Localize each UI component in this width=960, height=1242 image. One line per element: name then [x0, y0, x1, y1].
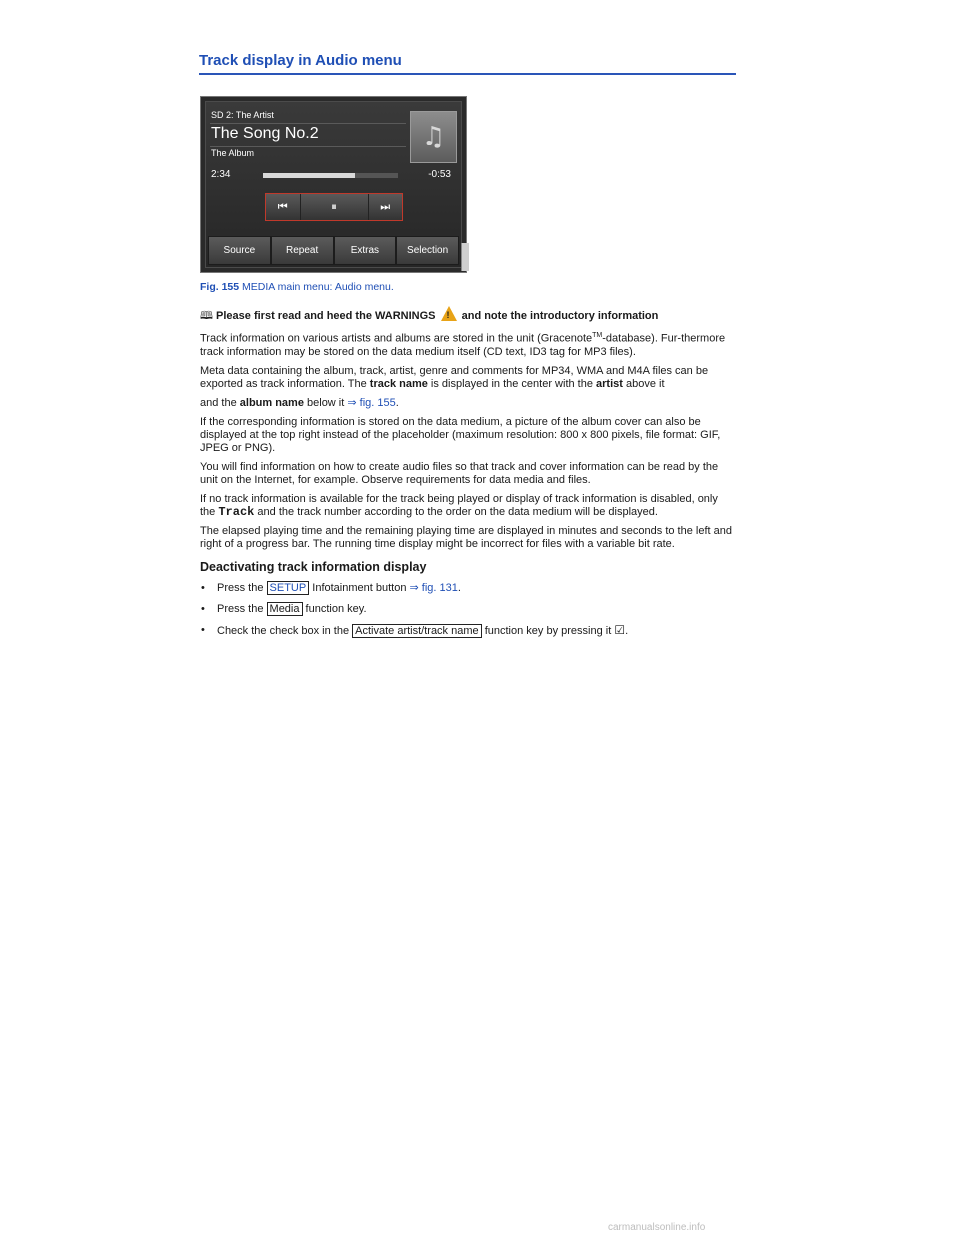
source-label: SD 2: The Artist: [211, 110, 274, 120]
checkbox-checked-icon: ☑: [614, 622, 626, 637]
album-name: The Album: [211, 148, 255, 158]
body-content: [200, 306, 736, 646]
selection-key[interactable]: Selection: [396, 236, 459, 265]
paragraph: If no track information is available for the track being played or display of track information is disabled, only the Track and the track number according to the order on the data medium will be displayed.: [200, 492, 718, 519]
next-track-icon[interactable]: ⏭: [369, 194, 403, 220]
screen-divider: [210, 123, 406, 124]
music-note-icon: ♫: [410, 111, 457, 163]
figure-caption: [200, 281, 394, 293]
paragraph: Track information on various artists and albums are stored in the unit (Gracenote™-database). Fur-thermore track information may be stored on the data medium itself (CD text, ID3 tag for MP3 files).: [200, 332, 726, 358]
setup-button-label[interactable]: SETUP: [267, 581, 310, 595]
pause-icon[interactable]: ⏸: [301, 194, 369, 220]
infotainment-screen-figure: [200, 96, 467, 273]
intro-text-end: and note the introductory information: [458, 310, 659, 322]
warning-icon[interactable]: [441, 306, 457, 321]
repeat-key[interactable]: Repeat: [271, 236, 334, 265]
extras-key[interactable]: Extras: [334, 236, 397, 265]
screen-divider: [210, 146, 406, 147]
function-key-bar: [208, 236, 459, 265]
intro-notice: [200, 306, 736, 323]
list-item: • Check the check box in the Activate artist/track name function key by pressing it ☑.: [200, 624, 736, 638]
progress-bar-fill: [263, 173, 355, 178]
paragraph: and the album name below it ⇒ fig. 155.: [200, 396, 399, 409]
intro-text: Please first read and heed the WARNINGS: [212, 310, 439, 322]
figure-caption-text: MEDIA main menu: Audio menu.: [239, 281, 394, 293]
song-title: The Song No.2: [211, 125, 319, 142]
elapsed-time: 2:34: [211, 169, 231, 180]
media-key-label: Media: [267, 602, 303, 616]
figure-code-strip: [461, 243, 469, 271]
list-item: • Press the SETUP Infotainment button ⇒ fig. 131.: [200, 582, 736, 595]
screen-display: [205, 101, 462, 268]
activate-artist-key-label: Activate artist/track name: [352, 624, 482, 638]
steps-list: [200, 582, 736, 638]
paragraph: The elapsed playing time and the remaining playing time are displayed in minutes and seconds to the left and right of a progress bar. The running time display might be incorrect for files with a variable bit rate.: [200, 524, 732, 550]
paragraph: Meta data containing the album, track, artist, genre and comments for MP34, WMA and M4A files can be exported as track information. The track name is displayed in the center with the artist above it: [200, 364, 709, 390]
page-title: Track display in Audio menu: [199, 52, 736, 75]
progress-bar: [263, 173, 398, 178]
previous-track-icon[interactable]: ⏮: [266, 194, 301, 220]
remaining-time: -0:53: [428, 169, 451, 180]
watermark: carmanualsonline.info: [608, 1222, 706, 1233]
track-code: Track: [218, 504, 255, 519]
figure-label: Fig. 155: [200, 281, 240, 293]
paragraph: If the corresponding information is stored on the data medium, a picture of the album cover can also be displayed at the top right instead of the placeholder (maximum resolution: 800 x 800 pixels, file format: GIF, JPEG or PNG).: [200, 415, 721, 454]
book-icon: 🕮: [200, 309, 213, 322]
list-item: • Press the Media function key.: [200, 603, 736, 616]
paragraph: You will find information on how to create audio files so that track and cover information can be read by the unit on the Internet, for example. Observe requirements for data media and files.: [200, 460, 719, 486]
figure-link[interactable]: ⇒ fig. 155: [347, 396, 396, 409]
playback-controls: [265, 193, 403, 221]
source-key[interactable]: Source: [208, 236, 271, 265]
section-heading: Deactivating track information display: [200, 559, 427, 574]
figure-link[interactable]: ⇒ fig. 131: [409, 581, 458, 594]
